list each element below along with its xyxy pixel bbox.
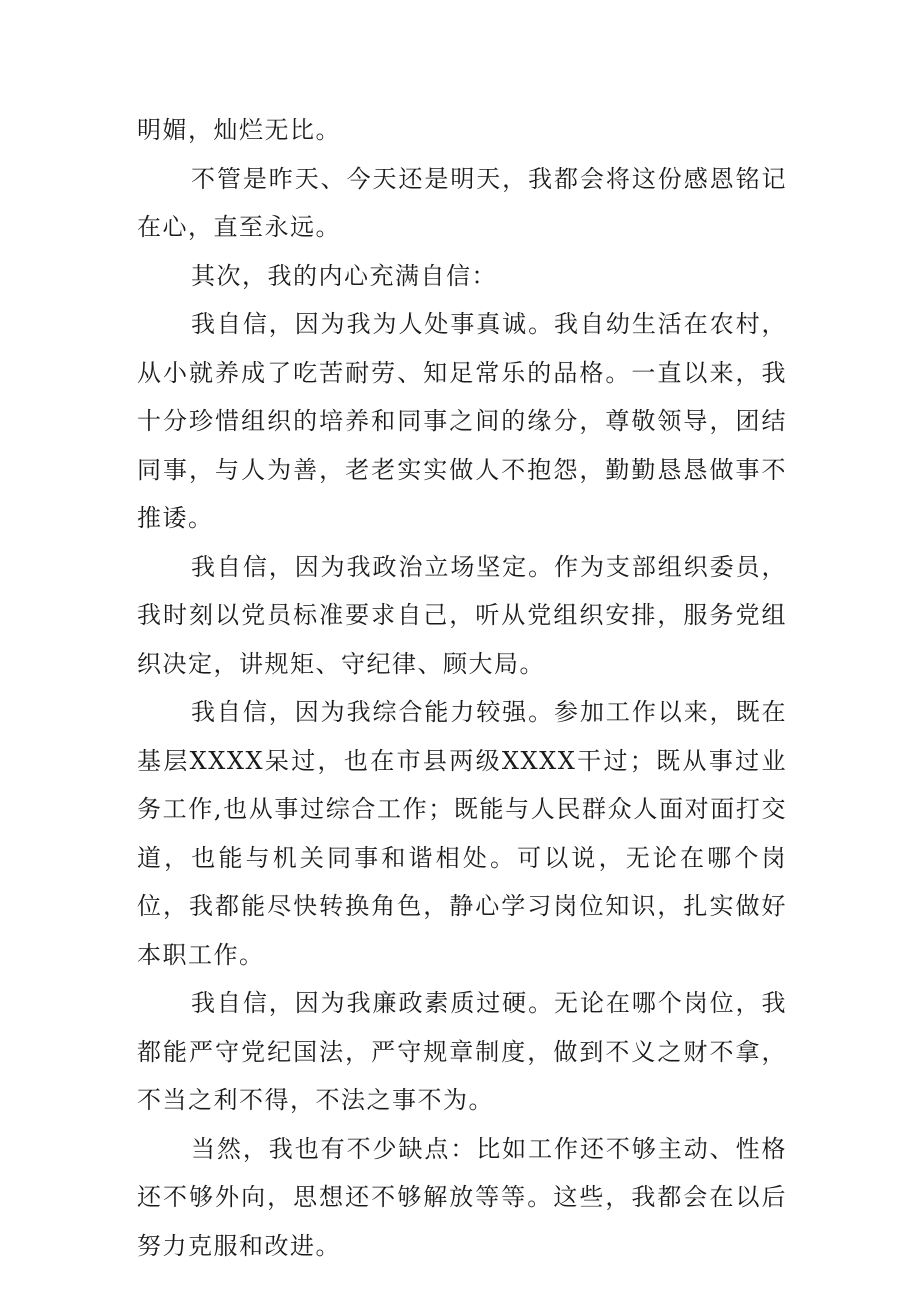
paragraph: 我自信，因为我综合能力较强。参加工作以来，既在基层XXXX呆过，也在市县两级XXXX干过；既从事过业务工作,也从事过综合工作；既能与人民群众人面对面打交道，也能与机关同事和谐相处。可以说，无论在哪个岗位，我都能尽快转换角色，静心学习岗位知识，扎实做好本职工作。 [137, 698, 787, 969]
paragraph: 明媚，灿烂无比。 [137, 116, 341, 144]
paragraph: 当然，我也有不少缺点：比如工作还不够主动、性格还不够外向，思想还不够解放等等。这些，我都会在以后努力克服和改进。 [137, 1134, 787, 1260]
paragraph: 其次，我的内心充满自信： [191, 261, 497, 290]
paragraph: 我自信，因为我廉政素质过硬。无论在哪个岗位，我都能严守党纪国法，严守规章制度，做到不义之财不拿，不当之利不得，不法之事不为。 [137, 989, 787, 1114]
paragraph: 不管是昨天、今天还是明天，我都会将这份感恩铭记在心，直至永远。 [137, 164, 787, 241]
document-body [137, 106, 787, 1270]
paragraph: 我自信，因为我为人处事真诚。我自幼生活在农村，从小就养成了吃苦耐劳、知足常乐的品格。一直以来，我十分珍惜组织的培养和同事之间的缘分，尊敬领导，团结同事，与人为善，老老实实做人不抱怨，勤勤恳恳做事不推诿。 [137, 310, 787, 532]
paragraph: 我自信，因为我政治立场坚定。作为支部组织委员，我时刻以党员标准要求自己，听从党组织安排，服务党组织决定，讲规矩、守纪律、顾大局。 [137, 552, 787, 678]
